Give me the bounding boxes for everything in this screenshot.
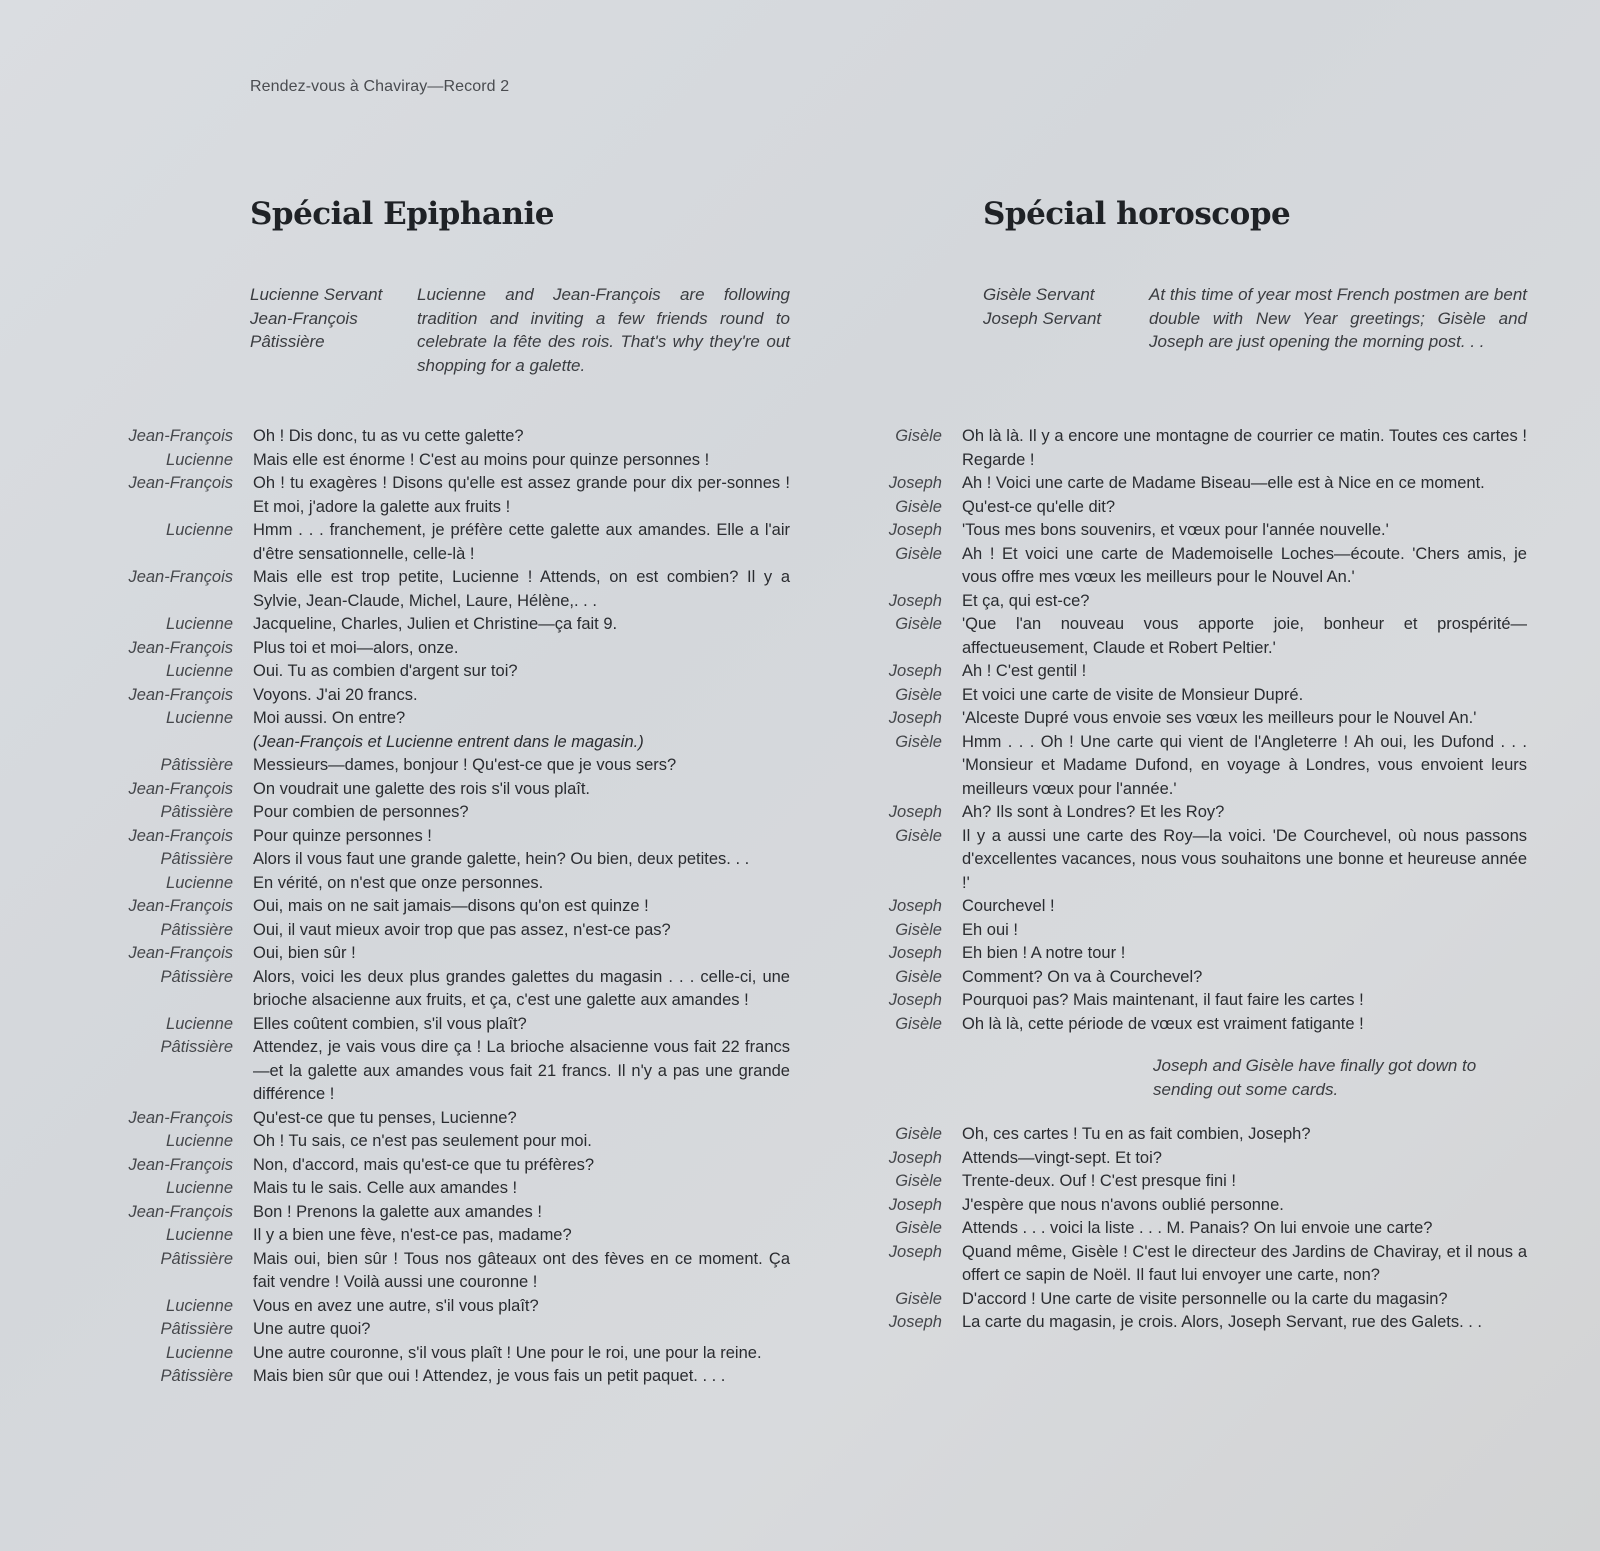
- dialogue-line: [0, 566, 790, 613]
- speaker-name: Pâtissière: [160, 756, 233, 774]
- speaker-name: Gisèle: [895, 427, 942, 445]
- speech-text: Une autre couronne, s'il vous plaît ! Une pour le roi, une pour la reine.: [253, 1343, 762, 1362]
- speech-text: Hmm . . . Oh ! Une carte qui vient de l'Angleterre ! Ah oui, les Dufond . . . 'Monsieur et Madame Dufond, en voyage à Londres, vous envoient leurs meilleurs vœux pour l'année.': [962, 732, 1527, 798]
- dialogue-line: [800, 731, 1528, 802]
- speaker-name: Joseph: [888, 1313, 942, 1331]
- speaker-name: Pâtissière: [160, 1367, 233, 1385]
- speech-text: Bon ! Prenons la galette aux amandes !: [253, 1202, 542, 1221]
- speech-text: Oh ! tu exagères ! Disons qu'elle est assez grande pour dix per-sonnes ! Et moi, j'adore la galette aux fruits !: [253, 474, 790, 516]
- speaker-name: Gisèle: [895, 1014, 942, 1033]
- cast-list: [983, 283, 1143, 330]
- dialogue-part-2: [800, 1123, 1528, 1335]
- dialogue-line: [0, 1177, 790, 1201]
- dialogue-line: [800, 1311, 1528, 1335]
- speech-text: Mais tu le sais. Celle aux amandes !: [253, 1179, 518, 1197]
- speech-text: Hmm . . . franchement, je préfère cette galette aux amandes. Elle a l'air d'être sensationnelle, celle-là !: [253, 521, 790, 563]
- speaker-name: Lucienne: [166, 450, 233, 469]
- speech-text: Messieurs—dames, bonjour ! Qu'est-ce que je vous sers?: [253, 756, 677, 774]
- speech-text: Ah ! Voici une carte de Madame Biseau—elle est à Nice en ce moment.: [962, 474, 1485, 492]
- speech-text: Qu'est-ce qu'elle dit?: [962, 497, 1116, 516]
- speaker-name: Gisèle: [895, 1219, 942, 1237]
- dialogue-line: [800, 919, 1528, 943]
- speech-text: Elles coûtent combien, s'il vous plaît?: [253, 1014, 527, 1033]
- dialogue-line: [0, 1154, 790, 1178]
- speech-text: Moi aussi. On entre?: [253, 709, 406, 727]
- speech-text: Pour combien de personnes?: [253, 803, 469, 821]
- dialogue-line: [800, 1217, 1528, 1241]
- dialogue-line: [800, 590, 1528, 614]
- cast-member: Gisèle Servant: [983, 285, 1095, 304]
- speech-text: La carte du magasin, je crois. Alors, Joseph Servant, rue des Galets. . .: [962, 1313, 1483, 1331]
- dialogue-line: [0, 778, 790, 802]
- narration: Joseph and Gisèle have finally got down to sending out some cards.: [1153, 1056, 1477, 1099]
- speaker-name: Gisèle: [895, 497, 942, 516]
- dialogue-line: [800, 1194, 1528, 1218]
- speech-text: Quand même, Gisèle ! C'est le directeur des Jardins de Chaviray, et il nous a offert ce sapin de Noël. Il faut lui envoyer une carte, non?: [962, 1242, 1527, 1284]
- speaker-name: Jean-François: [128, 474, 233, 492]
- dialogue-line: [0, 966, 790, 1013]
- speech-text: Oh ! Dis donc, tu as vu cette galette?: [253, 427, 524, 445]
- speaker-name: Joseph: [888, 991, 942, 1009]
- dialogue-line: [800, 895, 1528, 919]
- speech-text: Alors, voici les deux plus grandes galettes du magasin . . . celle-ci, une brioche alsacienne aux fruits, et ça, c'est une galette aux amandes !: [253, 967, 790, 1009]
- speaker-name: Joseph: [888, 591, 942, 610]
- speech-text: Pourquoi pas? Mais maintenant, il faut faire les cartes !: [962, 991, 1364, 1009]
- speech-text: 'Alceste Dupré vous envoie ses vœux les meilleurs pour le Nouvel An.': [962, 709, 1477, 727]
- dialogue-line: [0, 1130, 790, 1154]
- dialogue-line: [800, 472, 1528, 496]
- speaker-name: Joseph: [888, 521, 942, 539]
- speaker-name: Pâtissière: [160, 967, 233, 986]
- dialogue-line: [0, 637, 790, 661]
- speaker-name: Jean-François: [128, 638, 233, 657]
- speaker-name: [0, 731, 253, 755]
- dialogue-line: [0, 1342, 790, 1366]
- speech-text: Non, d'accord, mais qu'est-ce que tu préfères?: [253, 1155, 595, 1174]
- speaker-name: Gisèle: [895, 685, 942, 704]
- speech-text: Ah? Ils sont à Londres? Et les Roy?: [962, 803, 1225, 821]
- speaker-name: Joseph: [888, 474, 942, 492]
- dialogue-line: [0, 1201, 790, 1225]
- cast-member: Joseph Servant: [983, 308, 1102, 328]
- speech-text: Il y a aussi une carte des Roy—la voici. 'De Courchevel, où nous passons d'excellentes vacances, nous vous souhaitons une bonne et heureuse année !': [962, 826, 1527, 892]
- speaker-name: Lucienne: [166, 662, 233, 680]
- speech-text: 'Que l'an nouveau vous apporte joie, bonheur et prospérité—affectueusement, Claude et Robert Peltier.': [962, 615, 1527, 657]
- speech-text: Mais bien sûr que oui ! Attendez, je vous fais un petit paquet. . . .: [253, 1367, 726, 1385]
- dialogue-line: [800, 989, 1528, 1013]
- dialogue-line: [0, 1295, 790, 1319]
- speaker-name: Joseph: [888, 1242, 942, 1261]
- dialogue-line: [0, 613, 790, 637]
- dialogue-line: [800, 496, 1528, 520]
- speech-text: Eh bien ! A notre tour !: [962, 944, 1126, 962]
- speech-text: Attendez, je vais vous dire ça ! La brioche alsacienne vous fait 22 francs—et la galette aux amandes vous fait 21 francs. Il n'y a pas une grande différence !: [253, 1038, 790, 1103]
- dialogue-line: [800, 707, 1528, 731]
- dialogue-line: [800, 1147, 1528, 1171]
- speaker-name: Jean-François: [128, 1108, 233, 1127]
- speech-text: Oh, ces cartes ! Tu en as fait combien, Joseph?: [962, 1125, 1311, 1143]
- speaker-name: Lucienne: [166, 615, 233, 633]
- speaker-name: Jean-François: [128, 685, 233, 704]
- speaker-name: Lucienne: [166, 709, 233, 727]
- speaker-name: Gisèle: [895, 920, 942, 939]
- speaker-name: Jean-François: [128, 897, 233, 915]
- speech-text: Une autre quoi?: [253, 1320, 371, 1338]
- speech-text: Oui, il vaut mieux avoir trop que pas assez, n'est-ce pas?: [253, 920, 671, 939]
- speech-text: 'Tous mes bons souvenirs, et vœux pour l'année nouvelle.': [962, 521, 1389, 539]
- dialogue-line: [0, 848, 790, 872]
- speaker-name: Joseph: [888, 1148, 942, 1167]
- dialogue-line: [0, 1107, 790, 1131]
- running-head: Rendez-vous à Chaviray—Record 2: [250, 78, 510, 95]
- dialogue-line: [800, 1123, 1528, 1147]
- speaker-name: Pâtissière: [160, 1249, 233, 1268]
- dialogue-line: [800, 543, 1528, 590]
- speech-text: Oh là là. Il y a encore une montagne de courrier ce matin. Toutes ces cartes ! Regarde !: [962, 427, 1527, 469]
- speaker-name: Gisèle: [895, 1125, 942, 1143]
- speaker-name: Jean-François: [128, 944, 233, 962]
- speaker-name: Lucienne: [166, 1343, 233, 1362]
- speech-text: Oh ! Tu sais, ce n'est pas seulement pour moi.: [253, 1132, 592, 1150]
- speech-text: Alors il vous faut une grande galette, hein? Ou bien, deux petites. . .: [253, 850, 750, 868]
- speech-text: J'espère que nous n'avons oublié personne.: [962, 1195, 1284, 1214]
- section-title: Spécial Epiphanie: [250, 196, 555, 232]
- dialogue-line: [0, 872, 790, 896]
- speech-text: Il y a bien une fève, n'est-ce pas, madame?: [253, 1226, 572, 1244]
- speaker-name: Pâtissière: [160, 920, 233, 939]
- speaker-name: Joseph: [888, 709, 942, 727]
- dialogue-line: [0, 519, 790, 566]
- speech-text: Voyons. J'ai 20 francs.: [253, 685, 418, 704]
- dialogue-line: [0, 825, 790, 849]
- speech-text: Attends—vingt-sept. Et toi?: [962, 1148, 1162, 1167]
- dialogue-line: [0, 919, 790, 943]
- dialogue-line: [0, 684, 790, 708]
- speaker-name: Gisèle: [895, 967, 942, 986]
- speaker-name: Lucienne: [166, 1296, 233, 1315]
- cast-member: Pâtissière: [250, 332, 325, 351]
- speech-text: Eh oui !: [962, 920, 1018, 939]
- speaker-name: Joseph: [888, 1195, 942, 1214]
- speech-text: Attends . . . voici la liste . . . M. Panais? On lui envoie une carte?: [962, 1219, 1433, 1237]
- speaker-name: Joseph: [888, 803, 942, 821]
- dialogue-line: [800, 660, 1528, 684]
- speech-text: Oh là là, cette période de vœux est vraiment fatigante !: [962, 1014, 1364, 1033]
- speech-text: Mais oui, bien sûr ! Tous nos gâteaux ont des fèves en ce moment. Ça fait vendre ! Voilà aussi une couronne !: [253, 1249, 790, 1291]
- dialogue-line: [800, 1288, 1528, 1312]
- speaker-name: Gisèle: [895, 732, 942, 751]
- speech-text: Vous en avez une autre, s'il vous plaît?: [253, 1296, 539, 1315]
- cast-member: Lucienne Servant: [250, 285, 383, 304]
- speaker-name: Jean-François: [128, 779, 233, 798]
- speech-text: Mais elle est énorme ! C'est au moins pour quinze personnes !: [253, 450, 710, 469]
- dialogue-line: [800, 519, 1528, 543]
- speech-text: Mais elle est trop petite, Lucienne ! Attends, on est combien? Il y a Sylvie, Jean-Claude, Michel, Laure, Hélène,. . .: [253, 568, 790, 610]
- dialogue-line: [0, 425, 790, 449]
- dialogue-line: [0, 731, 790, 755]
- dialogue-line: [800, 825, 1528, 896]
- dialogue-line: [800, 684, 1528, 708]
- speech-text: Comment? On va à Courchevel?: [962, 967, 1203, 986]
- dialogue-line: [800, 425, 1528, 472]
- speech-text: Oui, mais on ne sait jamais—disons qu'on est quinze !: [253, 897, 649, 915]
- dialogue-line: [0, 1248, 790, 1295]
- dialogue-line: [0, 1224, 790, 1248]
- speaker-name: Pâtissière: [160, 850, 233, 868]
- dialogue-part-1: [800, 425, 1528, 1036]
- section-title: Spécial horoscope: [983, 196, 1291, 232]
- speaker-name: Gisèle: [895, 826, 942, 845]
- dialogue-line: [800, 1170, 1528, 1194]
- speech-text: Oui, bien sûr !: [253, 944, 356, 962]
- dialogue-line: [800, 942, 1528, 966]
- dialogue-line: [0, 472, 790, 519]
- dialogue-line: [800, 966, 1528, 990]
- dialogue-line: [0, 1036, 790, 1107]
- dialogue: [800, 425, 1528, 1335]
- speaker-name: Pâtissière: [160, 803, 233, 821]
- dialogue-line: [800, 801, 1528, 825]
- speech-text: D'accord ! Une carte de visite personnelle ou la carte du magasin?: [962, 1289, 1448, 1308]
- dialogue-line: [800, 1241, 1528, 1288]
- dialogue: [0, 425, 790, 1389]
- speech-text: Trente-deux. Ouf ! C'est presque fini !: [962, 1172, 1236, 1190]
- speech-text: On voudrait une galette des rois s'il vous plaît.: [253, 779, 591, 798]
- dialogue-line: [0, 707, 790, 731]
- speaker-name: Lucienne: [166, 1014, 233, 1033]
- speech-text: Et ça, qui est-ce?: [962, 591, 1090, 610]
- dialogue-line: [0, 449, 790, 473]
- dialogue-line: [800, 1013, 1528, 1037]
- speaker-name: Pâtissière: [160, 1038, 233, 1056]
- speaker-name: Gisèle: [895, 544, 942, 563]
- speaker-name: Joseph: [888, 897, 942, 915]
- dialogue-line: [0, 942, 790, 966]
- dialogue-line: [0, 895, 790, 919]
- speaker-name: Joseph: [888, 944, 942, 962]
- dialogue-line: [0, 1013, 790, 1037]
- dialogue-line: [800, 613, 1528, 660]
- speaker-name: Lucienne: [166, 1132, 233, 1150]
- speaker-name: Joseph: [888, 662, 942, 680]
- speech-text: Et voici une carte de visite de Monsieur Dupré.: [962, 685, 1304, 704]
- speech-text: Ah ! C'est gentil !: [962, 662, 1087, 680]
- scene-intro: At this time of year most French postmen are bent double with New Year greetings; Gisèle and Joseph are just opening the morning post. . .: [1149, 285, 1527, 351]
- dialogue-line: [0, 801, 790, 825]
- speech-text: Oui. Tu as combien d'argent sur toi?: [253, 662, 518, 680]
- dialogue-line: [0, 754, 790, 778]
- speech-text: En vérité, on n'est que onze personnes.: [253, 873, 544, 892]
- speaker-name: Pâtissière: [160, 1320, 233, 1338]
- speaker-name: Lucienne: [166, 1226, 233, 1244]
- cast-member: Jean-François: [250, 308, 358, 328]
- speaker-name: Lucienne: [166, 1179, 233, 1197]
- cast-list: [250, 283, 410, 354]
- speech-text: Courchevel !: [962, 897, 1055, 915]
- speech-text: Ah ! Et voici une carte de Mademoiselle Loches—écoute. 'Chers amis, je vous offre mes vœux les meilleurs pour le Nouvel An.': [962, 544, 1527, 586]
- dialogue-line: [0, 660, 790, 684]
- speaker-name: Jean-François: [128, 1155, 233, 1174]
- dialogue-line: [0, 1318, 790, 1342]
- speaker-name: Jean-François: [128, 568, 233, 586]
- speaker-name: Gisèle: [895, 1172, 942, 1190]
- speaker-name: Gisèle: [895, 1289, 942, 1308]
- speaker-name: Lucienne: [166, 521, 233, 539]
- scene-intro: Lucienne and Jean-François are following tradition and inviting a few friends round to celebrate la fête des rois. That's why they're out shopping for a galette.: [417, 285, 790, 375]
- speaker-name: Jean-François: [128, 826, 233, 845]
- speaker-name: Lucienne: [166, 873, 233, 892]
- speech-text: Qu'est-ce que tu penses, Lucienne?: [253, 1108, 517, 1127]
- speaker-name: Gisèle: [895, 615, 942, 633]
- dialogue-line: [0, 1365, 790, 1389]
- speech-text: Jacqueline, Charles, Julien et Christine—ça fait 9.: [253, 615, 618, 633]
- speech-text: Plus toi et moi—alors, onze.: [253, 638, 459, 657]
- speaker-name: Jean-François: [128, 1202, 233, 1221]
- speech-text: Pour quinze personnes !: [253, 826, 432, 845]
- speech-text: (Jean-François et Lucienne entrent dans le magasin.): [253, 732, 644, 751]
- speaker-name: Jean-François: [128, 427, 233, 445]
